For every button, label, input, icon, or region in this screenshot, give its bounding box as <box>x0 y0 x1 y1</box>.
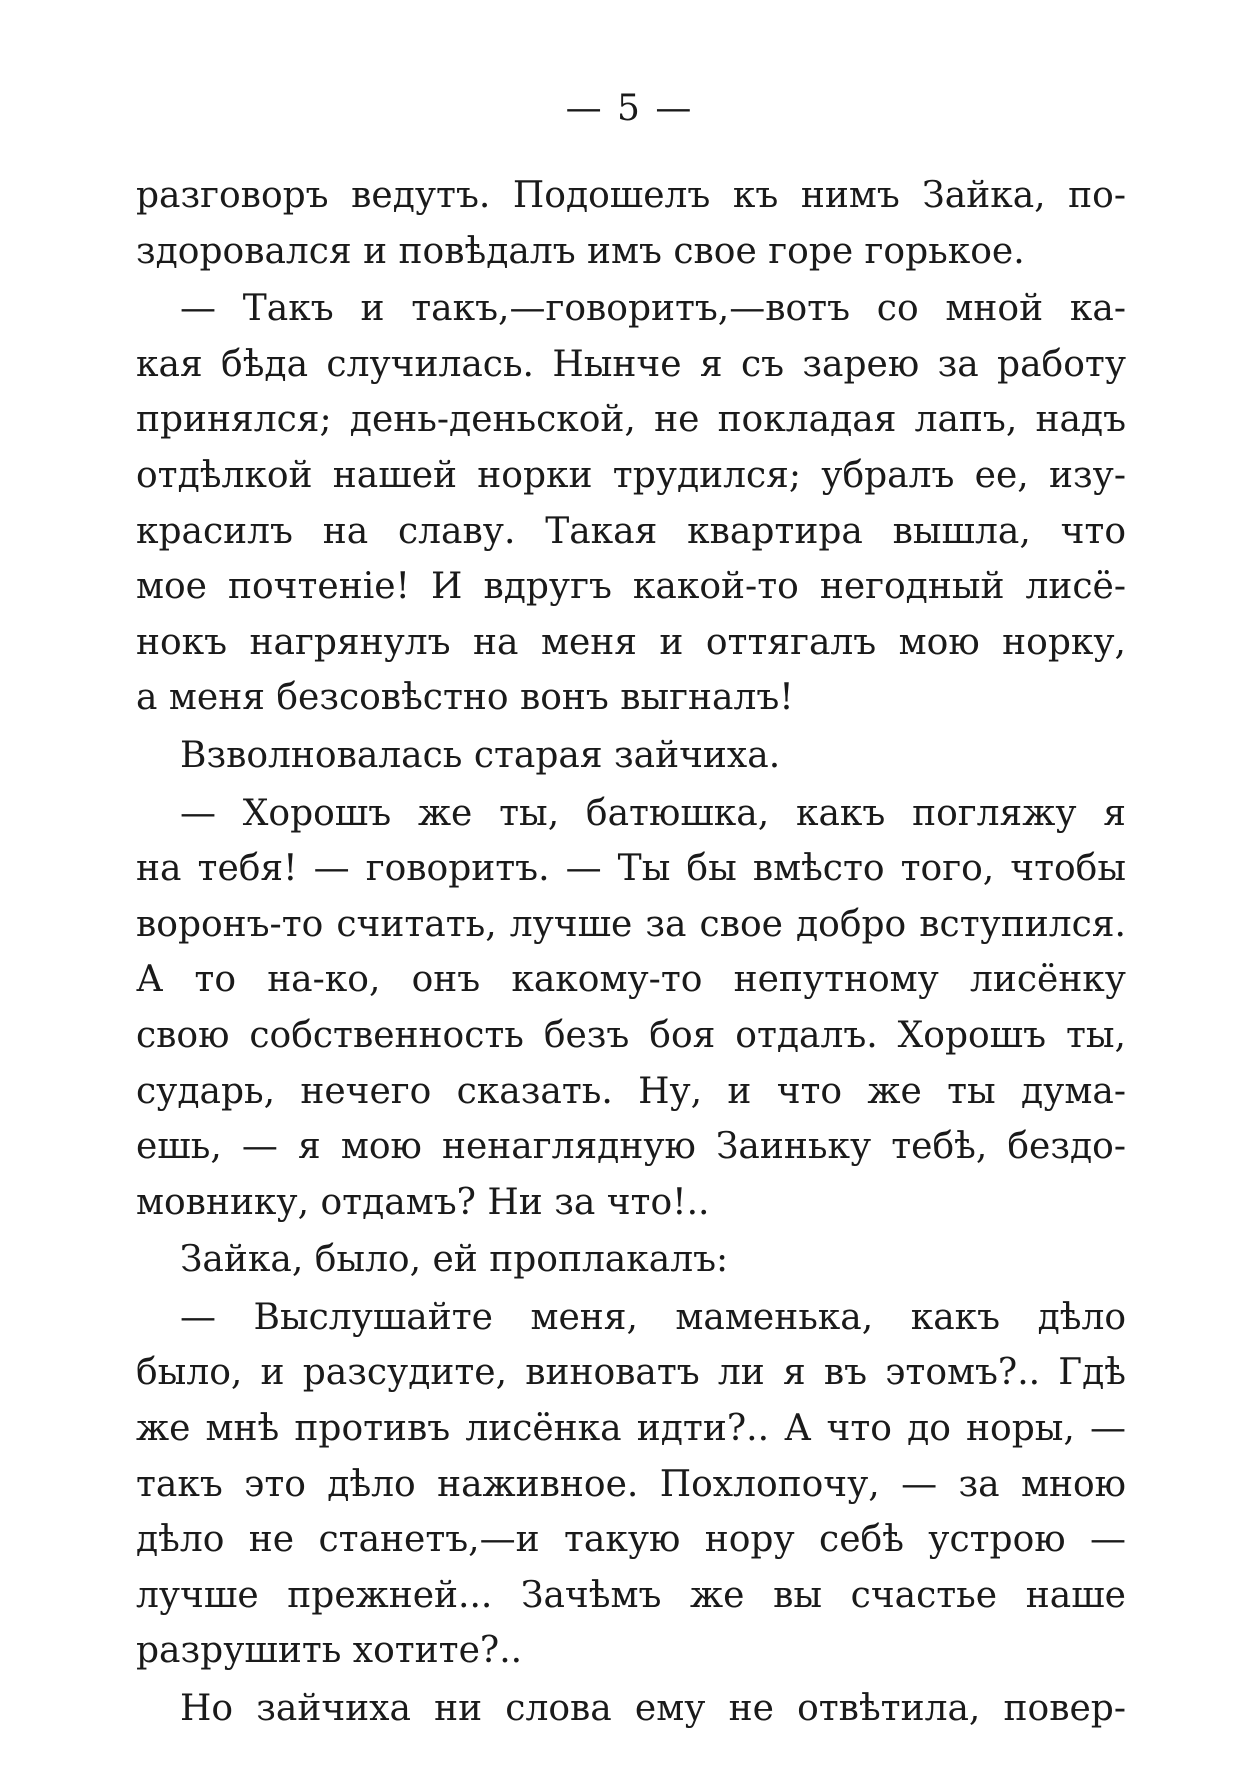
text-line: ешь, — я мою ненаглядную Заиньку тебѣ, бездо- <box>136 1126 1126 1168</box>
text-line: лучше прежней... Зачѣмъ же вы счастье наше <box>136 1574 1126 1616</box>
text-line: на тебя! — говоритъ. — Ты бы вмѣсто того, чтобы <box>136 848 1126 890</box>
text-line: Взволновалась старая зайчиха. <box>180 734 781 776</box>
text-line: красилъ на славу. Такая квартира вышла, что <box>136 510 1126 552</box>
text-line: А то на-ко, онъ какому-то непутному лисёнку <box>136 959 1126 1001</box>
text-line: — Выслушайте меня, маменька, какъ дѣло <box>180 1296 1126 1338</box>
text-line: такъ это дѣло наживное. Похлопочу, — за мною <box>136 1463 1126 1505</box>
paragraph <box>136 728 1126 784</box>
paragraph <box>136 281 1126 726</box>
text-line: здоровался и повѣдалъ имъ свое горе горькое. <box>136 230 1025 272</box>
text-line: принялся; день-деньской, не покладая лапъ, надъ <box>136 399 1126 441</box>
paragraph <box>136 1290 1126 1679</box>
text-line: свою собственность безъ боя отдалъ. Хорошъ ты, <box>136 1014 1126 1056</box>
text-line: воронъ-то считать, лучше за свое добро вступился. <box>136 903 1126 945</box>
text-line: — Такъ и такъ,—говоритъ,—вотъ со мной ка- <box>180 288 1126 330</box>
body-text <box>136 168 1126 1739</box>
paragraph <box>136 168 1126 279</box>
text-line: мое почтеніе! И вдругъ какой-то негодный лисё- <box>136 566 1126 608</box>
text-line: же мнѣ противъ лисёнка идти?.. А что до норы, — <box>136 1408 1126 1450</box>
text-line: а меня безсовѣстно вонъ выгналъ! <box>136 677 794 719</box>
text-line: Но зайчиха ни слова ему не отвѣтила, повер- <box>180 1688 1126 1730</box>
paragraph <box>136 1681 1126 1737</box>
text-line: мовнику, отдамъ? Ни за что!.. <box>136 1181 710 1223</box>
text-line: было, и разсудите, виноватъ ли я въ этомъ?.. Гдѣ <box>136 1352 1126 1394</box>
text-line: отдѣлкой нашей норки трудился; убралъ ее, изу- <box>136 454 1126 496</box>
text-line: кая бѣда случилась. Нынче я съ зарею за работу <box>136 343 1126 385</box>
text-line: сударь, нечего сказать. Ну, и что же ты дума- <box>136 1070 1126 1112</box>
paragraph <box>136 786 1126 1231</box>
text-line: нокъ нагрянулъ на меня и оттягалъ мою норку, <box>136 621 1126 663</box>
text-line: дѣло не станетъ,—и такую нору себѣ устрою — <box>136 1519 1126 1561</box>
text-line: разговоръ ведутъ. Подошелъ къ нимъ Зайка, по- <box>136 175 1126 216</box>
text-line: Зайка, было, ей проплакалъ: <box>180 1239 729 1281</box>
page-number: — 5 — <box>565 88 694 129</box>
text-line: — Хорошъ же ты, батюшка, какъ погляжу я <box>180 792 1126 834</box>
text-line: разрушить хотите?.. <box>136 1630 523 1672</box>
paragraph <box>136 1232 1126 1288</box>
